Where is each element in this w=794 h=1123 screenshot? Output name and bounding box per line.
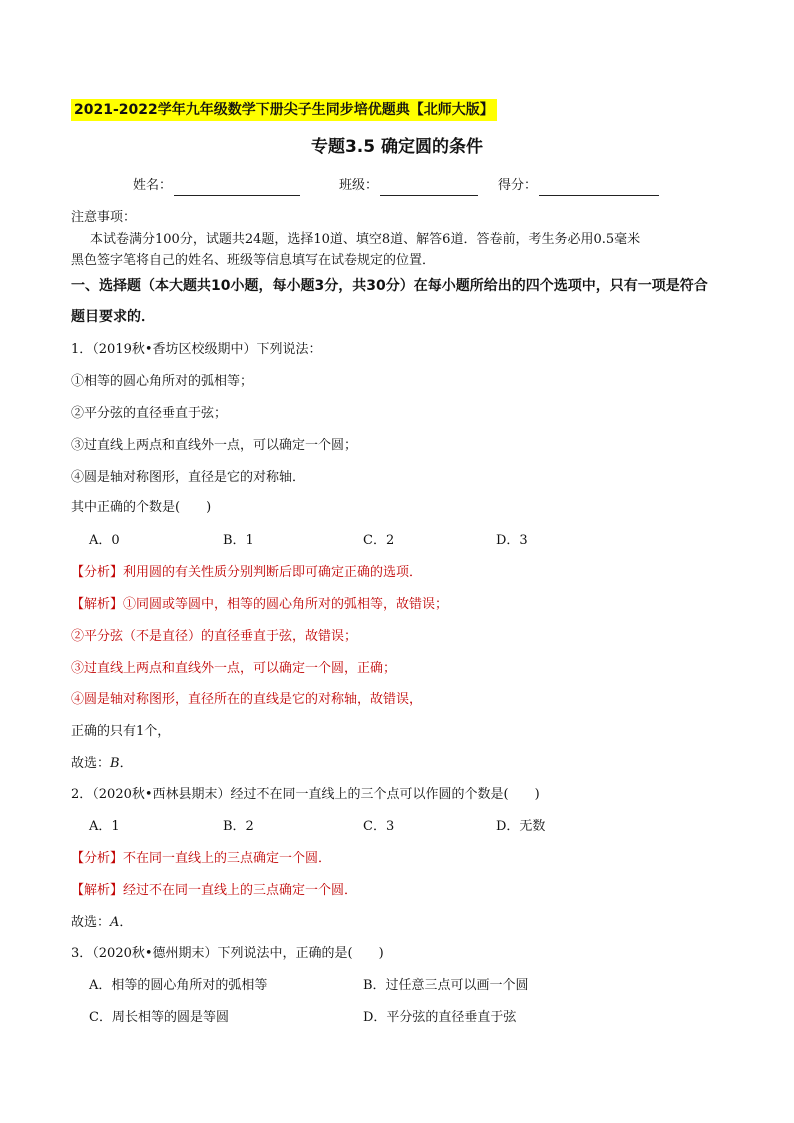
q2-solution — [71, 881, 357, 901]
analysis-text: 不在同一直线上的三点确定一个圆． — [123, 851, 332, 866]
q1-statement-3: ③过直线上两点和直线外一点，可以确定一个圆； — [71, 438, 358, 453]
q1-option-b[interactable]: B．1 — [223, 533, 254, 548]
name-blank-line — [174, 181, 300, 196]
q2-analysis — [71, 849, 331, 869]
class-field[interactable] — [339, 176, 478, 196]
choose-letter: B — [110, 756, 120, 771]
q2-stem: 2．（2020秋•西林县期末）经过不在同一直线上的三个点可以作圆的个数是( ) — [71, 787, 540, 802]
name-field[interactable] — [133, 176, 300, 196]
q1-stem: 1．（2019秋•香坊区校级期中）下列说法： — [71, 342, 322, 357]
q1-solution-1 — [71, 595, 448, 615]
q1-count: 正确的只有1个， — [71, 724, 171, 739]
student-info-row — [0, 176, 794, 196]
q2-option-b[interactable]: B．2 — [223, 819, 254, 834]
q1-statement-2: ②平分弦的直径垂直于弦； — [71, 406, 228, 421]
q1-option-c[interactable]: C．2 — [363, 533, 395, 548]
q2-option-d[interactable]: D．无数 — [496, 819, 546, 834]
q1-statement-4: ④圆是轴对称图形，直径是它的对称轴． — [71, 470, 306, 485]
choose-suffix: ． — [119, 756, 133, 771]
q1-solution-4: ④圆是轴对称图形，直径所在的直线是它的对称轴，故错误， — [71, 692, 423, 707]
q1-option-d[interactable]: D．3 — [496, 533, 528, 548]
q1-solution-3: ③过直线上两点和直线外一点，可以确定一个圆，正确； — [71, 661, 397, 676]
q1-choose — [71, 754, 133, 774]
analysis-tag: 【分析】 — [71, 565, 124, 580]
notes-line-1: 本试卷满分100分，试题共24题，选择10道、填空8道、解答6道．答卷前，考生务必用0.5毫米 — [90, 232, 641, 247]
q1-statement-1: ①相等的圆心角所对的弧相等； — [71, 374, 254, 389]
header-banner: 2021-2022学年九年级数学下册尖子生同步培优题典【北师大版】 — [71, 99, 497, 121]
section-heading-line-2: 题目要求的． — [71, 309, 155, 325]
notes-heading: 注意事项： — [71, 210, 137, 225]
q3-option-d[interactable]: D．平分弦的直径垂直于弦 — [363, 1010, 517, 1025]
score-field[interactable] — [498, 176, 659, 196]
section-heading-line-1: 一、选择题（本大题共10小题，每小题3分，共30分）在每小题所给出的四个选项中，只有一项是符合 — [71, 278, 708, 294]
q3-option-a[interactable]: A．相等的圆心角所对的弧相等 — [89, 978, 268, 993]
q2-option-a[interactable]: A．1 — [89, 819, 120, 834]
solution-tag: 【解析】 — [71, 597, 124, 612]
page-title: 专题3.5 确定圆的条件 — [310, 137, 484, 157]
analysis-text: 利用圆的有关性质分别判断后即可确定正确的选项． — [123, 565, 423, 580]
q2-option-c[interactable]: C．3 — [363, 819, 395, 834]
q1-option-a[interactable]: A．0 — [89, 533, 120, 548]
choose-letter: A — [110, 915, 120, 930]
class-label: 班级： — [339, 178, 379, 193]
choose-prefix: 故选： — [71, 915, 111, 930]
name-label: 姓名： — [133, 178, 173, 193]
q3-option-b[interactable]: B．过任意三点可以画一个圆 — [363, 978, 529, 993]
q1-ask: 其中正确的个数是( ) — [71, 500, 212, 515]
analysis-tag: 【分析】 — [71, 851, 124, 866]
choose-prefix: 故选： — [71, 756, 111, 771]
notes-line-2: 黑色签字笔将自己的姓名、班级等信息填写在试卷规定的位置． — [71, 253, 436, 268]
class-blank-line — [380, 181, 478, 196]
score-blank-line — [539, 181, 659, 196]
solution-text: ①同圆或等圆中，相等的圆心角所对的弧相等，故错误； — [123, 597, 449, 612]
solution-text: 经过不在同一直线上的三点确定一个圆． — [123, 883, 358, 898]
q3-stem: 3．（2020秋•德州期末）下列说法中，正确的是( ) — [71, 946, 384, 961]
q2-choose — [71, 913, 132, 933]
choose-suffix: ． — [119, 915, 133, 930]
q1-solution-2: ②平分弦（不是直径）的直径垂直于弦，故错误； — [71, 629, 358, 644]
score-label: 得分： — [498, 178, 538, 193]
q3-option-c[interactable]: C．周长相等的圆是等圆 — [89, 1010, 229, 1025]
solution-tag: 【解析】 — [71, 883, 124, 898]
q1-analysis — [71, 563, 422, 583]
